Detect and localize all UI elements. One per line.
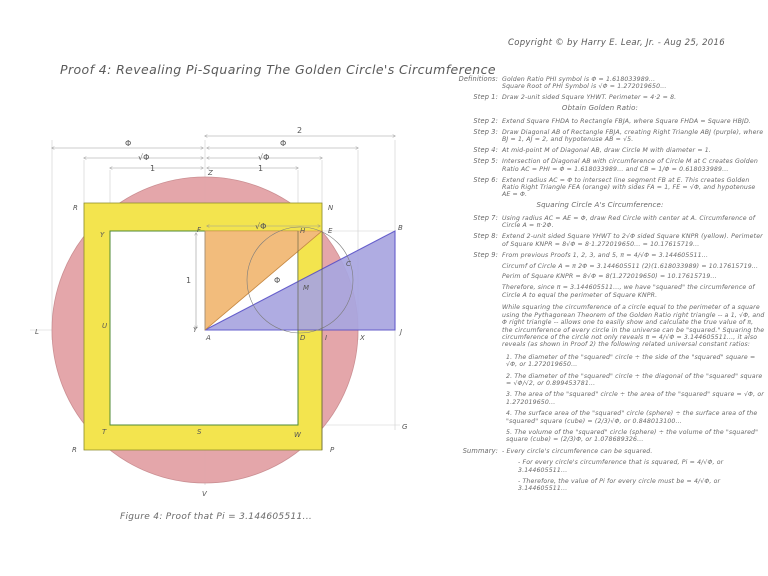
- dim-left-phi: Φ: [125, 139, 132, 148]
- step-3-text: Draw Diagonal AB of Rectangle FBJA, creating Right Triangle ABJ (purple), where BJ = 1, AJ = 2, and hypotenuse AB = √5.: [502, 128, 764, 144]
- summary-label: Summary:: [462, 446, 498, 455]
- label-y: Y: [100, 231, 105, 239]
- ratio-item-4: 4. The surface area of the "squared" circle (sphere) ÷ the surface area of the "squared" square (cube) = (2/3)√Φ, or 0.848013100...: [506, 410, 758, 425]
- label-g: G: [402, 423, 408, 431]
- step-8-text: Extend 2-unit sided Square YHWT to 2√Φ sided Square KNPR (yellow). Perimeter of Square KNPR = 8√Φ = 8·1.272019650... = 10.17615719...: [502, 233, 763, 248]
- step-5: [440, 158, 765, 173]
- step-9-text: From previous Proofs 1, 2, 3, and 5, π = 4/√Φ = 3.144605511...: [502, 251, 709, 259]
- label-v: V: [202, 490, 207, 498]
- step-1-text: Draw 2-unit sided Square YHWT. Perimeter = 4·2 = 8.: [502, 94, 677, 102]
- dim-fe-sqrt-phi: √Φ: [255, 222, 267, 231]
- label-f: F: [197, 226, 202, 234]
- label-c: C: [346, 260, 351, 268]
- step-8-label: Step 8:: [473, 232, 498, 241]
- label-y-lower: Y: [193, 326, 198, 334]
- step-8: [440, 233, 765, 248]
- label-i: I: [325, 334, 328, 342]
- step-3-label: Step 3:: [473, 127, 498, 136]
- step-4-label: Step 4:: [473, 146, 498, 155]
- label-p: P: [330, 446, 335, 454]
- golden-ratio-heading: Obtain Golden Ratio:: [561, 104, 639, 113]
- step-4-text: At mid-point M of Diagonal AB, draw Circle M with diameter = 1.: [502, 147, 712, 155]
- definitions-label: Definitions:: [458, 75, 498, 83]
- dim-hyp-phi: Φ: [274, 276, 281, 285]
- page-title: Proof 4: Revealing Pi-Squaring The Golden Circle's Circumference: [60, 62, 496, 77]
- dim-right-phi: Φ: [280, 139, 287, 148]
- step-2-label: Step 2:: [473, 116, 498, 125]
- ratio-item-5: 5. The volume of the "squared" circle (sphere) ÷ the volume of the "squared" square (cube) = (2/3)Φ, or 1.078689326...: [506, 428, 759, 444]
- summary-item-2: - For every circle's circumference that is squared, Pi = 4/√Φ, or 3.144605511...: [518, 459, 724, 474]
- dim-left-sqrt-phi: √Φ: [138, 153, 150, 162]
- step-3: [440, 129, 765, 144]
- therefore-paragraph: Therefore, since π = 3.144605511..., we have "squared" the circumference of Circle A to equal the perimeter of Square KNPR.: [502, 284, 755, 299]
- explanation-paragraph: While squaring the circumference of a circle equal to the perimeter of a square using the Pythagorean Theorem of the Golden Ratio right triangle -- a 1, √Φ, and Φ right triangle -- allows one to easily show and calculate the true value of π, the circumference of every circle in the universe can be "squared." Squaring the circumference of the circle not only reveals π = 4/√Φ = 3.144605511..., it also reveals (as shown in Proof 2) the following related universal constant ratios:: [502, 304, 765, 349]
- label-b: B: [398, 224, 403, 232]
- ratio-item-2: 2. The diameter of the "squared" circle ÷ the diagonal of the "squared" square = √Φ/√2, or 0.899453781...: [506, 372, 763, 387]
- label-z: Z: [208, 169, 213, 177]
- label-u: U: [102, 322, 108, 330]
- circumference-line: Circumf of Circle A = π 2Φ = 3.144605511 (2)(1.618033989) = 10.17615719...: [502, 262, 759, 270]
- definition-sqrt-phi: Square Root of PHI Symbol is √Φ = 1.272019650...: [502, 83, 667, 91]
- label-w: W: [294, 431, 301, 439]
- step-2-text: Extend Square FHDA to Rectangle FBJA, where Square FHDA = Square HBJD.: [502, 117, 751, 125]
- proof-text-column: [440, 76, 765, 497]
- step-4: [440, 147, 765, 154]
- label-t: T: [102, 428, 107, 436]
- ratio-item-3: 3. The area of the "squared" circle ÷ the area of the "squared" square = √Φ, or 1.272019650...: [506, 391, 764, 406]
- step-6: [440, 177, 765, 199]
- ratio-item-1: 1. The diameter of the "squared" circle ÷ the side of the "squared" square = √Φ, or 1.272019650...: [506, 353, 756, 369]
- label-a: A: [206, 334, 211, 342]
- label-m: M: [303, 284, 310, 292]
- squaring-heading: Squaring Circle A's Circumference:: [536, 201, 664, 210]
- step-9: [440, 252, 765, 259]
- step-9-label: Step 9:: [473, 250, 498, 259]
- step-6-text: Extend radius AC = Φ to intersect line segment FB at E. This creates Golden Ratio Right Triangle FEA (orange) with sides FA = 1, FE = √Φ, and hypotenuse AE = Φ.: [502, 176, 756, 199]
- label-d: D: [300, 334, 306, 342]
- label-h: H: [300, 227, 306, 235]
- label-e: E: [328, 227, 333, 235]
- summary: [440, 448, 765, 455]
- dim-vertical-1: 1: [186, 276, 192, 285]
- summary-item-1: - Every circle's circumference can be squared.: [502, 447, 653, 455]
- label-l: L: [35, 328, 39, 336]
- step-1-label: Step 1:: [473, 93, 498, 102]
- step-2: [440, 118, 765, 125]
- label-j: J: [400, 328, 403, 336]
- dim-top-2: 2: [297, 126, 303, 135]
- label-k: R: [73, 204, 78, 212]
- label-s: S: [197, 428, 202, 436]
- step-7-text: Using radius AC = AE = Φ, draw Red Circle with center at A. Circumference of Circle A = π·2Φ.: [502, 214, 756, 230]
- step-1: [440, 94, 765, 101]
- definitions: [440, 76, 765, 91]
- dim-right-sqrt-phi: √Φ: [258, 153, 270, 162]
- definition-phi: Golden Ratio PHI symbol is Φ = 1.618033989...: [502, 76, 656, 83]
- figure-caption: Figure 4: Proof that Pi = 3.144605511...: [120, 512, 313, 522]
- label-r: R: [72, 446, 77, 454]
- dim-left-1: 1: [150, 164, 156, 173]
- step-7: [440, 215, 765, 230]
- step-5-text: Intersection of Diagonal AB with circumference of Circle M at C creates Golden Ratio AC = PHI = Φ = 1.618033989... and CB = 1/Φ = 0.618033989...: [502, 158, 758, 173]
- label-n: N: [328, 204, 334, 212]
- step-5-label: Step 5:: [473, 157, 498, 166]
- step-7-label: Step 7:: [473, 213, 498, 222]
- step-6-label: Step 6:: [473, 175, 498, 184]
- perimeter-line: Perim of Square KNPR = 8√Φ = 8(1.272019650) = 10.17615719...: [502, 273, 717, 281]
- dim-right-1: 1: [258, 164, 264, 173]
- summary-item-3: - Therefore, the value of Pi for every circle must be = 4/√Φ, or 3.144605511...: [518, 478, 721, 493]
- label-x: X: [360, 334, 365, 342]
- copyright-notice: Copyright © by Harry E. Lear, Jr. - Aug 25, 2016: [508, 38, 725, 48]
